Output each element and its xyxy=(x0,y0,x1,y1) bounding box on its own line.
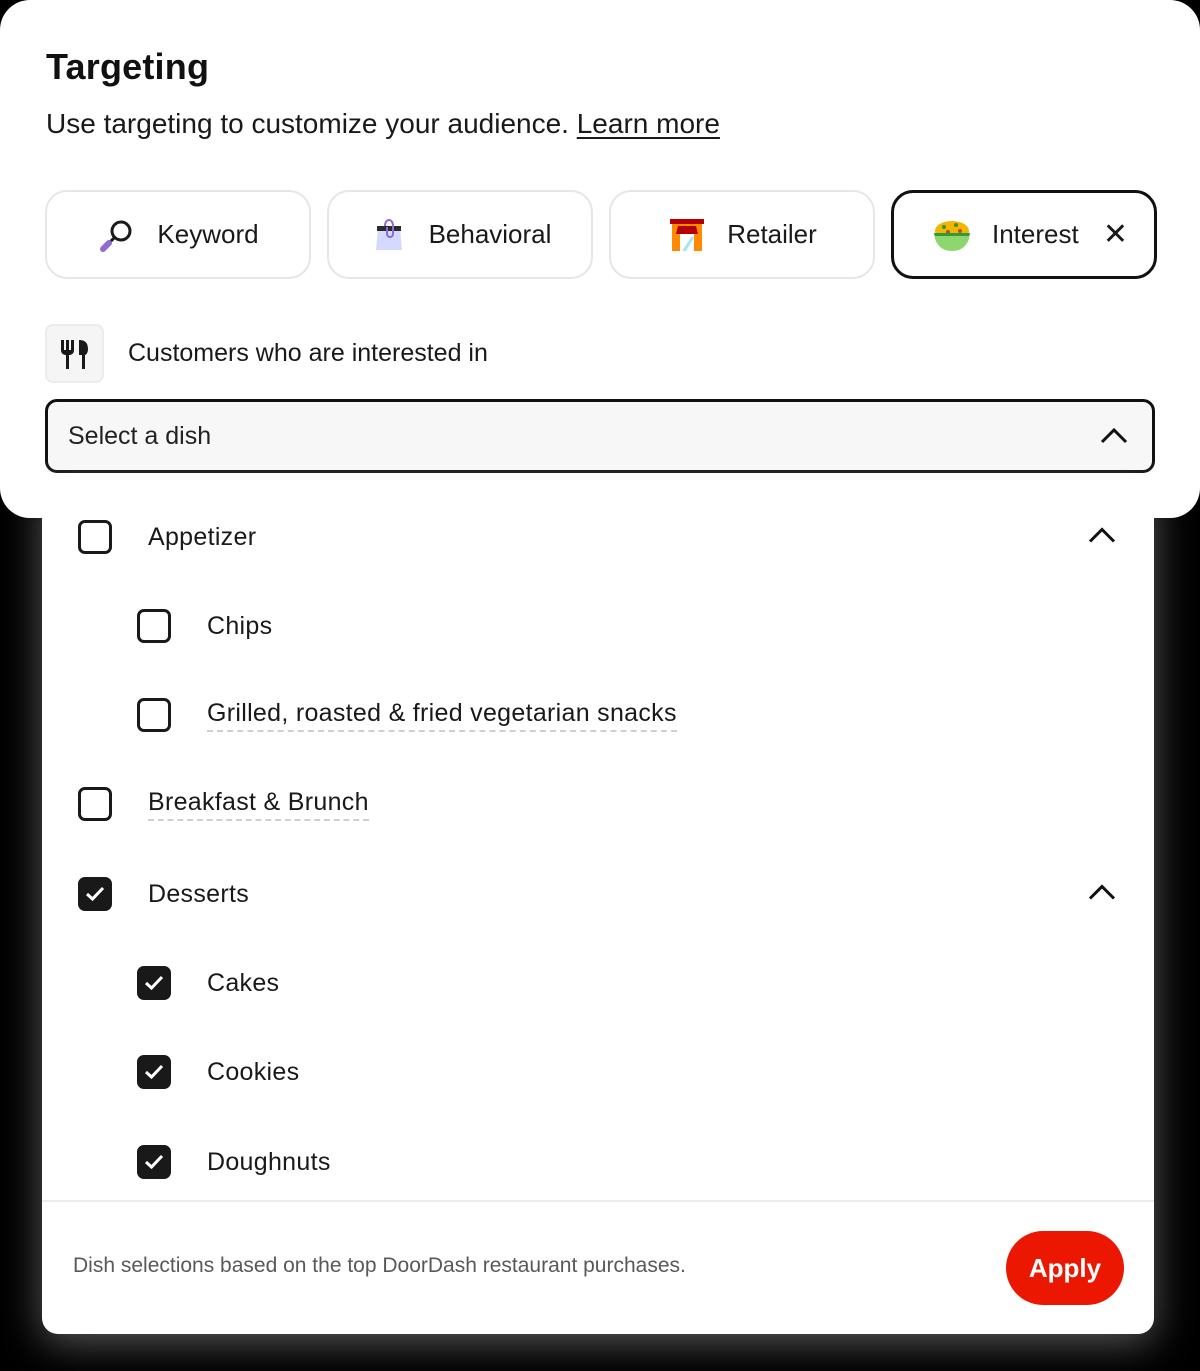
shopping-bag-icon xyxy=(369,215,409,255)
checkbox[interactable] xyxy=(137,609,171,643)
interest-label: Interest xyxy=(992,219,1079,249)
list-item-cookies[interactable] xyxy=(42,1042,1154,1102)
behavioral-label: Behavioral xyxy=(428,219,552,249)
dropdown-footer xyxy=(42,1200,1154,1334)
item-label: Grilled, roasted & fried vegetarian snacks xyxy=(207,699,677,732)
chevron-up-icon[interactable] xyxy=(1088,526,1116,549)
page-title: Targeting xyxy=(46,46,210,87)
interest-type-button[interactable] xyxy=(891,190,1157,279)
criteria-label: Customers who are interested in xyxy=(128,339,488,367)
list-item-appetizer[interactable] xyxy=(42,507,1154,567)
list-item-doughnuts[interactable] xyxy=(42,1132,1154,1192)
check-icon xyxy=(85,886,105,902)
checkbox-checked[interactable] xyxy=(78,877,112,911)
list-item-cakes[interactable] xyxy=(42,953,1154,1013)
food-bowl-icon xyxy=(932,215,972,255)
check-icon xyxy=(144,975,164,991)
close-icon[interactable]: ✕ xyxy=(1102,217,1128,251)
storefront-icon xyxy=(667,215,707,255)
checkbox[interactable] xyxy=(78,520,112,554)
subtitle xyxy=(46,108,720,140)
retailer-label: Retailer xyxy=(727,219,817,249)
chevron-up-icon xyxy=(1100,422,1128,451)
item-label: Appetizer xyxy=(148,522,257,551)
fork-knife-icon xyxy=(45,324,104,383)
dish-select-dropdown[interactable] xyxy=(45,399,1155,473)
item-label: Cookies xyxy=(207,1057,300,1086)
criteria-row xyxy=(45,324,488,383)
keyword-type-button[interactable] xyxy=(45,190,311,279)
dish-dropdown-menu xyxy=(42,478,1154,1334)
item-label: Desserts xyxy=(148,879,250,908)
learn-more-link[interactable]: Learn more xyxy=(576,108,720,139)
targeting-panel xyxy=(0,0,1200,518)
list-item-chips[interactable] xyxy=(42,596,1154,656)
subtitle-text: Use targeting to customize your audience. xyxy=(46,108,569,139)
keyword-label: Keyword xyxy=(157,219,259,249)
list-item-breakfast-brunch[interactable] xyxy=(42,774,1154,834)
list-item-grilled-snacks[interactable] xyxy=(42,685,1154,745)
retailer-type-button[interactable] xyxy=(609,190,875,279)
item-label: Breakfast & Brunch xyxy=(148,788,369,821)
item-label: Doughnuts xyxy=(207,1147,331,1176)
checkbox[interactable] xyxy=(78,787,112,821)
targeting-type-row xyxy=(45,190,1157,279)
dish-list[interactable] xyxy=(42,478,1154,1200)
checkbox-checked[interactable] xyxy=(137,1055,171,1089)
checkbox-checked[interactable] xyxy=(137,966,171,1000)
check-icon xyxy=(144,1064,164,1080)
checkbox[interactable] xyxy=(137,698,171,732)
magnifying-glass-icon xyxy=(97,215,137,255)
item-label: Chips xyxy=(207,611,273,640)
check-icon xyxy=(144,1154,164,1170)
footer-note: Dish selections based on the top DoorDash restaurant purchases. xyxy=(73,1254,686,1277)
checkbox-checked[interactable] xyxy=(137,1145,171,1179)
chevron-up-icon[interactable] xyxy=(1088,883,1116,906)
item-label: Cakes xyxy=(207,968,280,997)
list-item-desserts[interactable] xyxy=(42,864,1154,924)
dish-select-placeholder: Select a dish xyxy=(68,421,212,450)
apply-button[interactable]: Apply xyxy=(1006,1231,1124,1305)
behavioral-type-button[interactable] xyxy=(327,190,593,279)
